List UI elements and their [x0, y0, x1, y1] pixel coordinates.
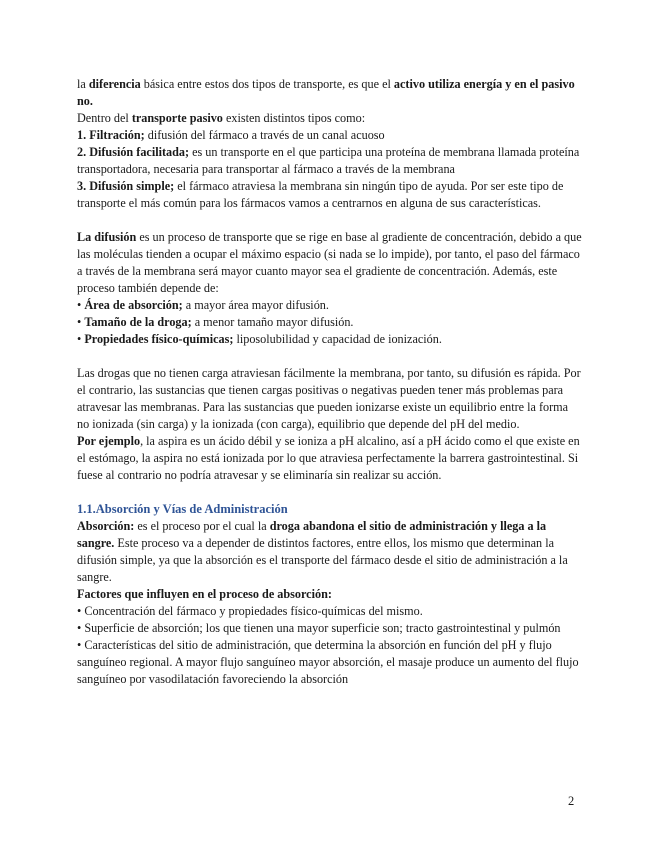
bullet-size: • Tamaño de la droga; a menor tamaño mayor difusión. [77, 315, 354, 329]
document-page [77, 76, 583, 688]
paragraph-difference: la diferencia básica entre estos dos tipos de transporte, es que el activo utiliza energía y en el pasivo no. [77, 77, 575, 108]
paragraph-charge: Las drogas que no tienen carga atraviesan fácilmente la membrana, por tanto, su difusión es rápida. Por el contrario, las sustancias que tienen cargas positivas o negativas pueden tener más problemas para atravesar las membranas. Para las sustancias que pueden ionizarse existe un equilibrio entre la forma no ionizada (sin carga) y la ionizada (con carga), equilibrio que depende del pH del medio. [77, 366, 581, 431]
paragraph-example: Por ejemplo, la aspira es un ácido débil y se ioniza a pH alcalino, así a pH ácido como el que existe en el estómago, la aspira no está ionizada por lo que atraviesa perfectamente la barrera gastrointestinal. Si fuese al contrario no podría atravesar y se eliminaría sin realizar su acción. [77, 434, 580, 482]
paragraph-diffusion: La difusión es un proceso de transporte que se rige en base al gradiente de concentración, debido a que las moléculas tienden a ocupar el máximo espacio (si nada se lo impide), por tanto, el paso del fármaco a través de la membrana será mayor cuanto mayor sea el gradiente de concentración. Además, este proceso también depende de: [77, 230, 582, 295]
section-heading: 1.1.Absorción y Vías de Administración [77, 502, 288, 516]
spacer [77, 484, 583, 501]
page-number: 2 [568, 794, 575, 808]
paragraph-absorption: Absorción: es el proceso por el cual la droga abandona el sitio de administración y llega a la sangre. Este proceso va a depender de distintos factores, entre ellos, los mismo que determinan la difusión simple, ya que la absorción es el transporte del fármaco desde el sitio de administración a la sangre. [77, 519, 568, 584]
list-item-simple-diffusion: 3. Difusión simple; el fármaco atraviesa la membrana sin ningún tipo de ayuda. Por ser este tipo de transporte el más común para los fármacos vamos a centrarnos en alguna de sus características. [77, 179, 564, 210]
bullet-properties: • Propiedades físico-químicas; liposolubilidad y capacidad de ionización. [77, 332, 442, 346]
list-item-filtration: 1. Filtración; difusión del fármaco a través de un canal acuoso [77, 128, 385, 142]
spacer [77, 348, 583, 365]
absorption-bullet-site: • Características del sitio de administración, que determina la absorción en función del pH y flujo sanguíneo regional. A mayor flujo sanguíneo mayor absorción, el masaje produce un aumento del flujo sanguíneo por vasodilatación favoreciendo la absorción [77, 638, 579, 686]
absorption-bullet-concentration: • Concentración del fármaco y propiedades físico-químicas del mismo. [77, 604, 423, 618]
bullet-area: • Área de absorción; a mayor área mayor difusión. [77, 298, 329, 312]
paragraph-passive-intro: Dentro del transporte pasivo existen distintos tipos como: [77, 111, 366, 125]
spacer [77, 212, 583, 229]
absorption-bullet-surface: • Superficie de absorción; los que tienen una mayor superficie son; tracto gastrointestinal y pulmón [77, 621, 561, 635]
list-item-facilitated-diffusion: 2. Difusión facilitada; es un transporte en el que participa una proteína de membrana llamada proteína transportadora, necesaria para transportar al fármaco a través de la membrana [77, 145, 580, 176]
factors-heading: Factores que influyen en el proceso de absorción: [77, 587, 332, 601]
